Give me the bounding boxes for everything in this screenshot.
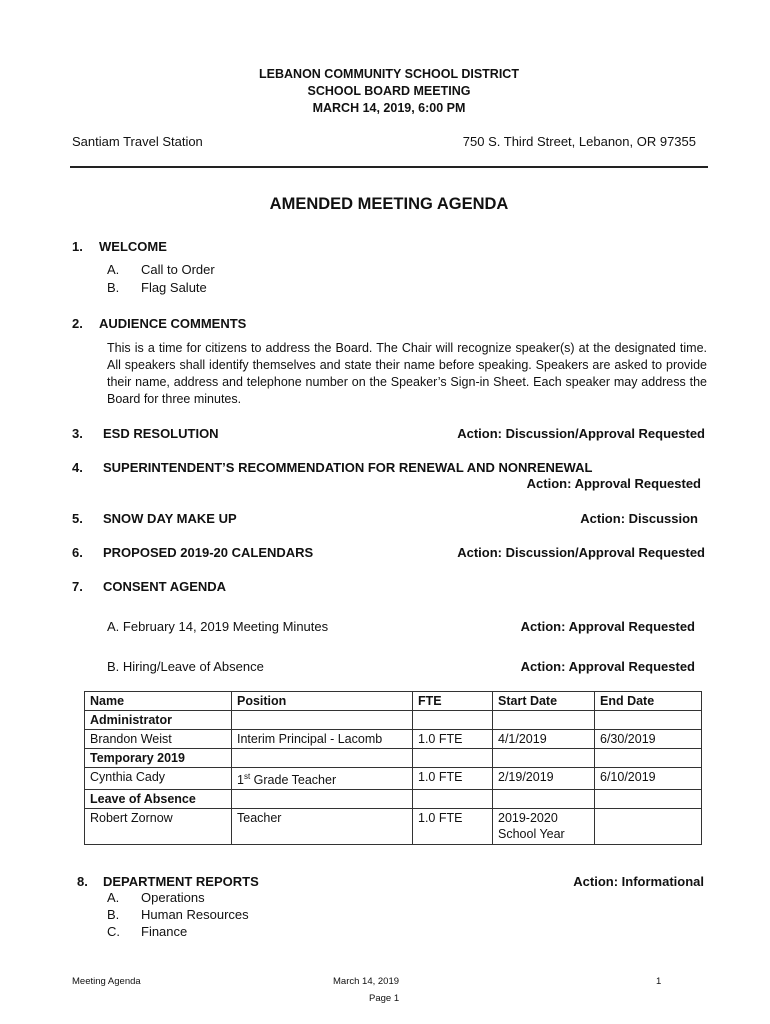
category-cell: Leave of Absence	[85, 790, 232, 809]
item-4-title: SUPERINTENDENT’S RECOMMENDATION FOR RENEWAL AND NONRENEWAL	[103, 460, 593, 475]
start-date-cell: 2019-2020 School Year	[493, 809, 595, 845]
table-header-row	[85, 692, 702, 711]
meeting-name: SCHOOL BOARD MEETING	[307, 84, 471, 98]
category-cell: Administrator	[85, 711, 232, 730]
item-7a-text: A. February 14, 2019 Meeting Minutes	[107, 619, 329, 634]
item-8-title: DEPARTMENT REPORTS	[103, 874, 259, 889]
item-1b-letter: B.	[107, 280, 120, 295]
table-row	[85, 809, 702, 845]
item-5-title: SNOW DAY MAKE UP	[103, 511, 237, 526]
name-cell: Cynthia Cady	[85, 768, 232, 790]
item-8a-text: Operations	[141, 890, 205, 905]
item-6-number: 6.	[72, 545, 83, 560]
item-8b-text: Human Resources	[141, 907, 249, 922]
start-date-cell: 4/1/2019	[493, 730, 595, 749]
item-1a-letter: A.	[107, 262, 120, 277]
cell	[493, 711, 595, 730]
position-number: 1	[237, 773, 244, 788]
table-row	[85, 730, 702, 749]
cell	[595, 749, 702, 768]
table-row	[85, 768, 702, 790]
name-cell: Brandon Weist	[85, 730, 232, 749]
item-4-action: Action: Approval Requested	[526, 476, 701, 491]
cell	[232, 749, 413, 768]
table-row	[85, 749, 702, 768]
position-superscript: st	[243, 772, 251, 781]
item-8-number: 8.	[77, 874, 88, 889]
item-7-number: 7.	[72, 579, 83, 594]
header-end-date: End Date	[595, 692, 702, 711]
end-date-cell	[595, 809, 702, 845]
cell	[232, 711, 413, 730]
cell	[413, 711, 493, 730]
category-cell: Temporary 2019	[85, 749, 232, 768]
cell	[413, 790, 493, 809]
item-3-title: ESD RESOLUTION	[103, 426, 219, 441]
header-start-date: Start Date	[493, 692, 595, 711]
item-1-title: WELCOME	[99, 239, 167, 254]
cell	[595, 711, 702, 730]
footer-left: Meeting Agenda	[72, 976, 141, 987]
footer-date: March 14, 2019	[333, 976, 400, 987]
item-3-action: Action: Discussion/Approval Requested	[457, 426, 705, 441]
position-cell	[232, 768, 413, 790]
table-row	[85, 711, 702, 730]
item-6-action: Action: Discussion/Approval Requested	[457, 545, 705, 560]
item-7b-action: Action: Approval Requested	[520, 659, 695, 674]
item-7b-text: B. Hiring/Leave of Absence	[107, 659, 264, 674]
position-cell: Interim Principal - Lacomb	[232, 730, 413, 749]
item-2-title: AUDIENCE COMMENTS	[99, 316, 247, 331]
item-8c-text: Finance	[141, 924, 188, 939]
position-cell: Teacher	[232, 809, 413, 845]
cell	[413, 749, 493, 768]
start-date-cell: 2/19/2019	[493, 768, 595, 790]
header-fte: FTE	[413, 692, 493, 711]
item-8a-letter: A.	[107, 890, 120, 905]
item-3-number: 3.	[72, 426, 83, 441]
fte-cell: 1.0 FTE	[413, 809, 493, 845]
item-1a-text: Call to Order	[141, 262, 215, 277]
cell	[493, 749, 595, 768]
end-date-cell: 6/10/2019	[595, 768, 702, 790]
fte-cell: 1.0 FTE	[413, 768, 493, 790]
item-7a-action: Action: Approval Requested	[520, 619, 695, 634]
footer-page-number: 1	[656, 976, 662, 987]
table-row	[85, 790, 702, 809]
item-2-text: This is a time for citizens to address the Board. The Chair will recognize speaker(s) at the designated time. All speakers shall identify themselves and state their name before speaking. Speakers are asked to provide their name, address and telephone number on the Speaker’s Sign-in Sheet. Each speaker may address the Board for three minutes.	[107, 341, 707, 406]
footer-page-label: Page 1	[369, 993, 400, 1004]
header-name: Name	[85, 692, 232, 711]
fte-cell: 1.0 FTE	[413, 730, 493, 749]
hiring-table	[84, 691, 702, 845]
item-4-number: 4.	[72, 460, 83, 475]
district-name: LEBANON COMMUNITY SCHOOL DISTRICT	[259, 67, 519, 81]
item-5-number: 5.	[72, 511, 83, 526]
cell	[232, 790, 413, 809]
header-divider	[70, 166, 708, 168]
item-6-title: PROPOSED 2019-20 CALENDARS	[103, 545, 314, 560]
venue: Santiam Travel Station	[72, 134, 203, 149]
cell	[493, 790, 595, 809]
item-2-number: 2.	[72, 316, 83, 331]
item-8b-letter: B.	[107, 907, 120, 922]
item-7-title: CONSENT AGENDA	[103, 579, 227, 594]
item-5-action: Action: Discussion	[580, 511, 698, 526]
item-8c-letter: C.	[107, 924, 120, 939]
item-1b-text: Flag Salute	[141, 280, 207, 295]
item-8-action: Action: Informational	[573, 874, 704, 889]
cell	[595, 790, 702, 809]
position-rest: Grade Teacher	[250, 773, 337, 788]
end-date-cell: 6/30/2019	[595, 730, 702, 749]
meeting-date: MARCH 14, 2019, 6:00 PM	[312, 101, 466, 115]
page-title: AMENDED MEETING AGENDA	[269, 195, 509, 213]
venue-address: 750 S. Third Street, Lebanon, OR 97355	[462, 134, 696, 149]
item-1-number: 1.	[72, 239, 83, 254]
name-cell: Robert Zornow	[85, 809, 232, 845]
header-position: Position	[232, 692, 413, 711]
